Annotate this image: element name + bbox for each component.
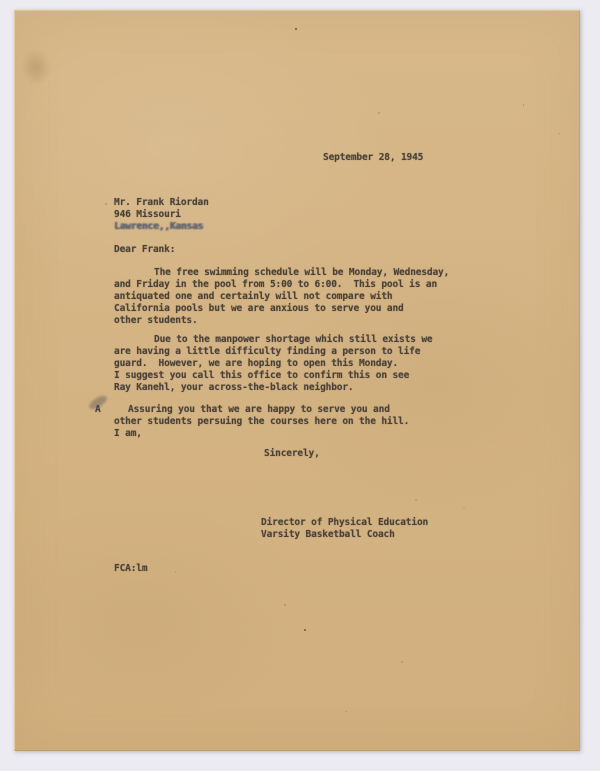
salutation-block xyxy=(114,244,175,256)
signature-title-block xyxy=(261,517,428,541)
recipient-address xyxy=(114,197,209,233)
letter-line: guard. However, we are hoping to open this Monday. xyxy=(114,358,399,369)
date-block xyxy=(323,152,423,164)
paper-speck xyxy=(415,499,417,501)
body-paragraph-2 xyxy=(114,334,432,394)
letter-paper xyxy=(14,10,580,751)
body-paragraph-1 xyxy=(114,267,449,327)
recipient-name: Mr. Frank Riordan xyxy=(114,197,209,208)
typist-initials-block xyxy=(114,563,147,575)
paper-speck xyxy=(284,604,286,606)
recipient-city: Lawrence,,Kansas xyxy=(114,221,204,232)
paper-speck xyxy=(175,571,176,573)
paper-speck xyxy=(295,28,297,30)
paper-speck xyxy=(558,133,560,134)
closing: Sincerely, xyxy=(264,448,320,459)
letter-line: I suggest you call this office to confirm this on see xyxy=(114,370,410,381)
letter-line: other students. xyxy=(114,315,198,326)
body-paragraph-3 xyxy=(114,404,409,440)
paper-speck xyxy=(345,711,347,712)
letter-line: are having a little difficulty finding a person to life xyxy=(114,346,421,357)
letter-line: Ray Kanehl, your across-the-black neighbor. xyxy=(114,382,354,393)
paper-speck xyxy=(523,104,524,106)
paper-speck xyxy=(463,507,465,508)
letter-line: antiquated one and certainly will not compare with xyxy=(114,291,393,302)
date-line: September 28, 1945 xyxy=(323,152,424,163)
typist-initials: FCA:lm xyxy=(114,563,148,574)
letter-line: Due to the manpower shortage which still exists we xyxy=(154,334,433,345)
closing-block xyxy=(264,448,320,460)
paper-speck xyxy=(401,661,403,663)
letter-line: The free swimming schedule will be Monday, Wednesday, xyxy=(154,267,450,278)
letter-line: and Friday in the pool from 5:00 to 6:00. This pool is an xyxy=(114,279,438,290)
signature-title: Varsity Basketball Coach xyxy=(261,529,395,540)
letter-line: California pools but we are anxious to serve you and xyxy=(114,303,404,314)
salutation: Dear Frank: xyxy=(114,244,176,255)
signature-title: Director of Physical Education xyxy=(261,517,429,528)
letter-line: Assuring you that we are happy to serve you and xyxy=(128,404,390,415)
letter-line: other students persuing the courses here on the hill. xyxy=(114,416,410,427)
letter-line: I am, xyxy=(114,428,142,439)
recipient-street: 946 Missouri xyxy=(114,209,181,220)
paper-speck xyxy=(304,629,306,631)
paper-speck xyxy=(378,112,380,114)
stamp-smudge xyxy=(21,49,51,85)
stray-type-mark xyxy=(95,404,101,416)
paper-speck xyxy=(105,203,107,205)
stray-letter: A xyxy=(95,404,101,415)
